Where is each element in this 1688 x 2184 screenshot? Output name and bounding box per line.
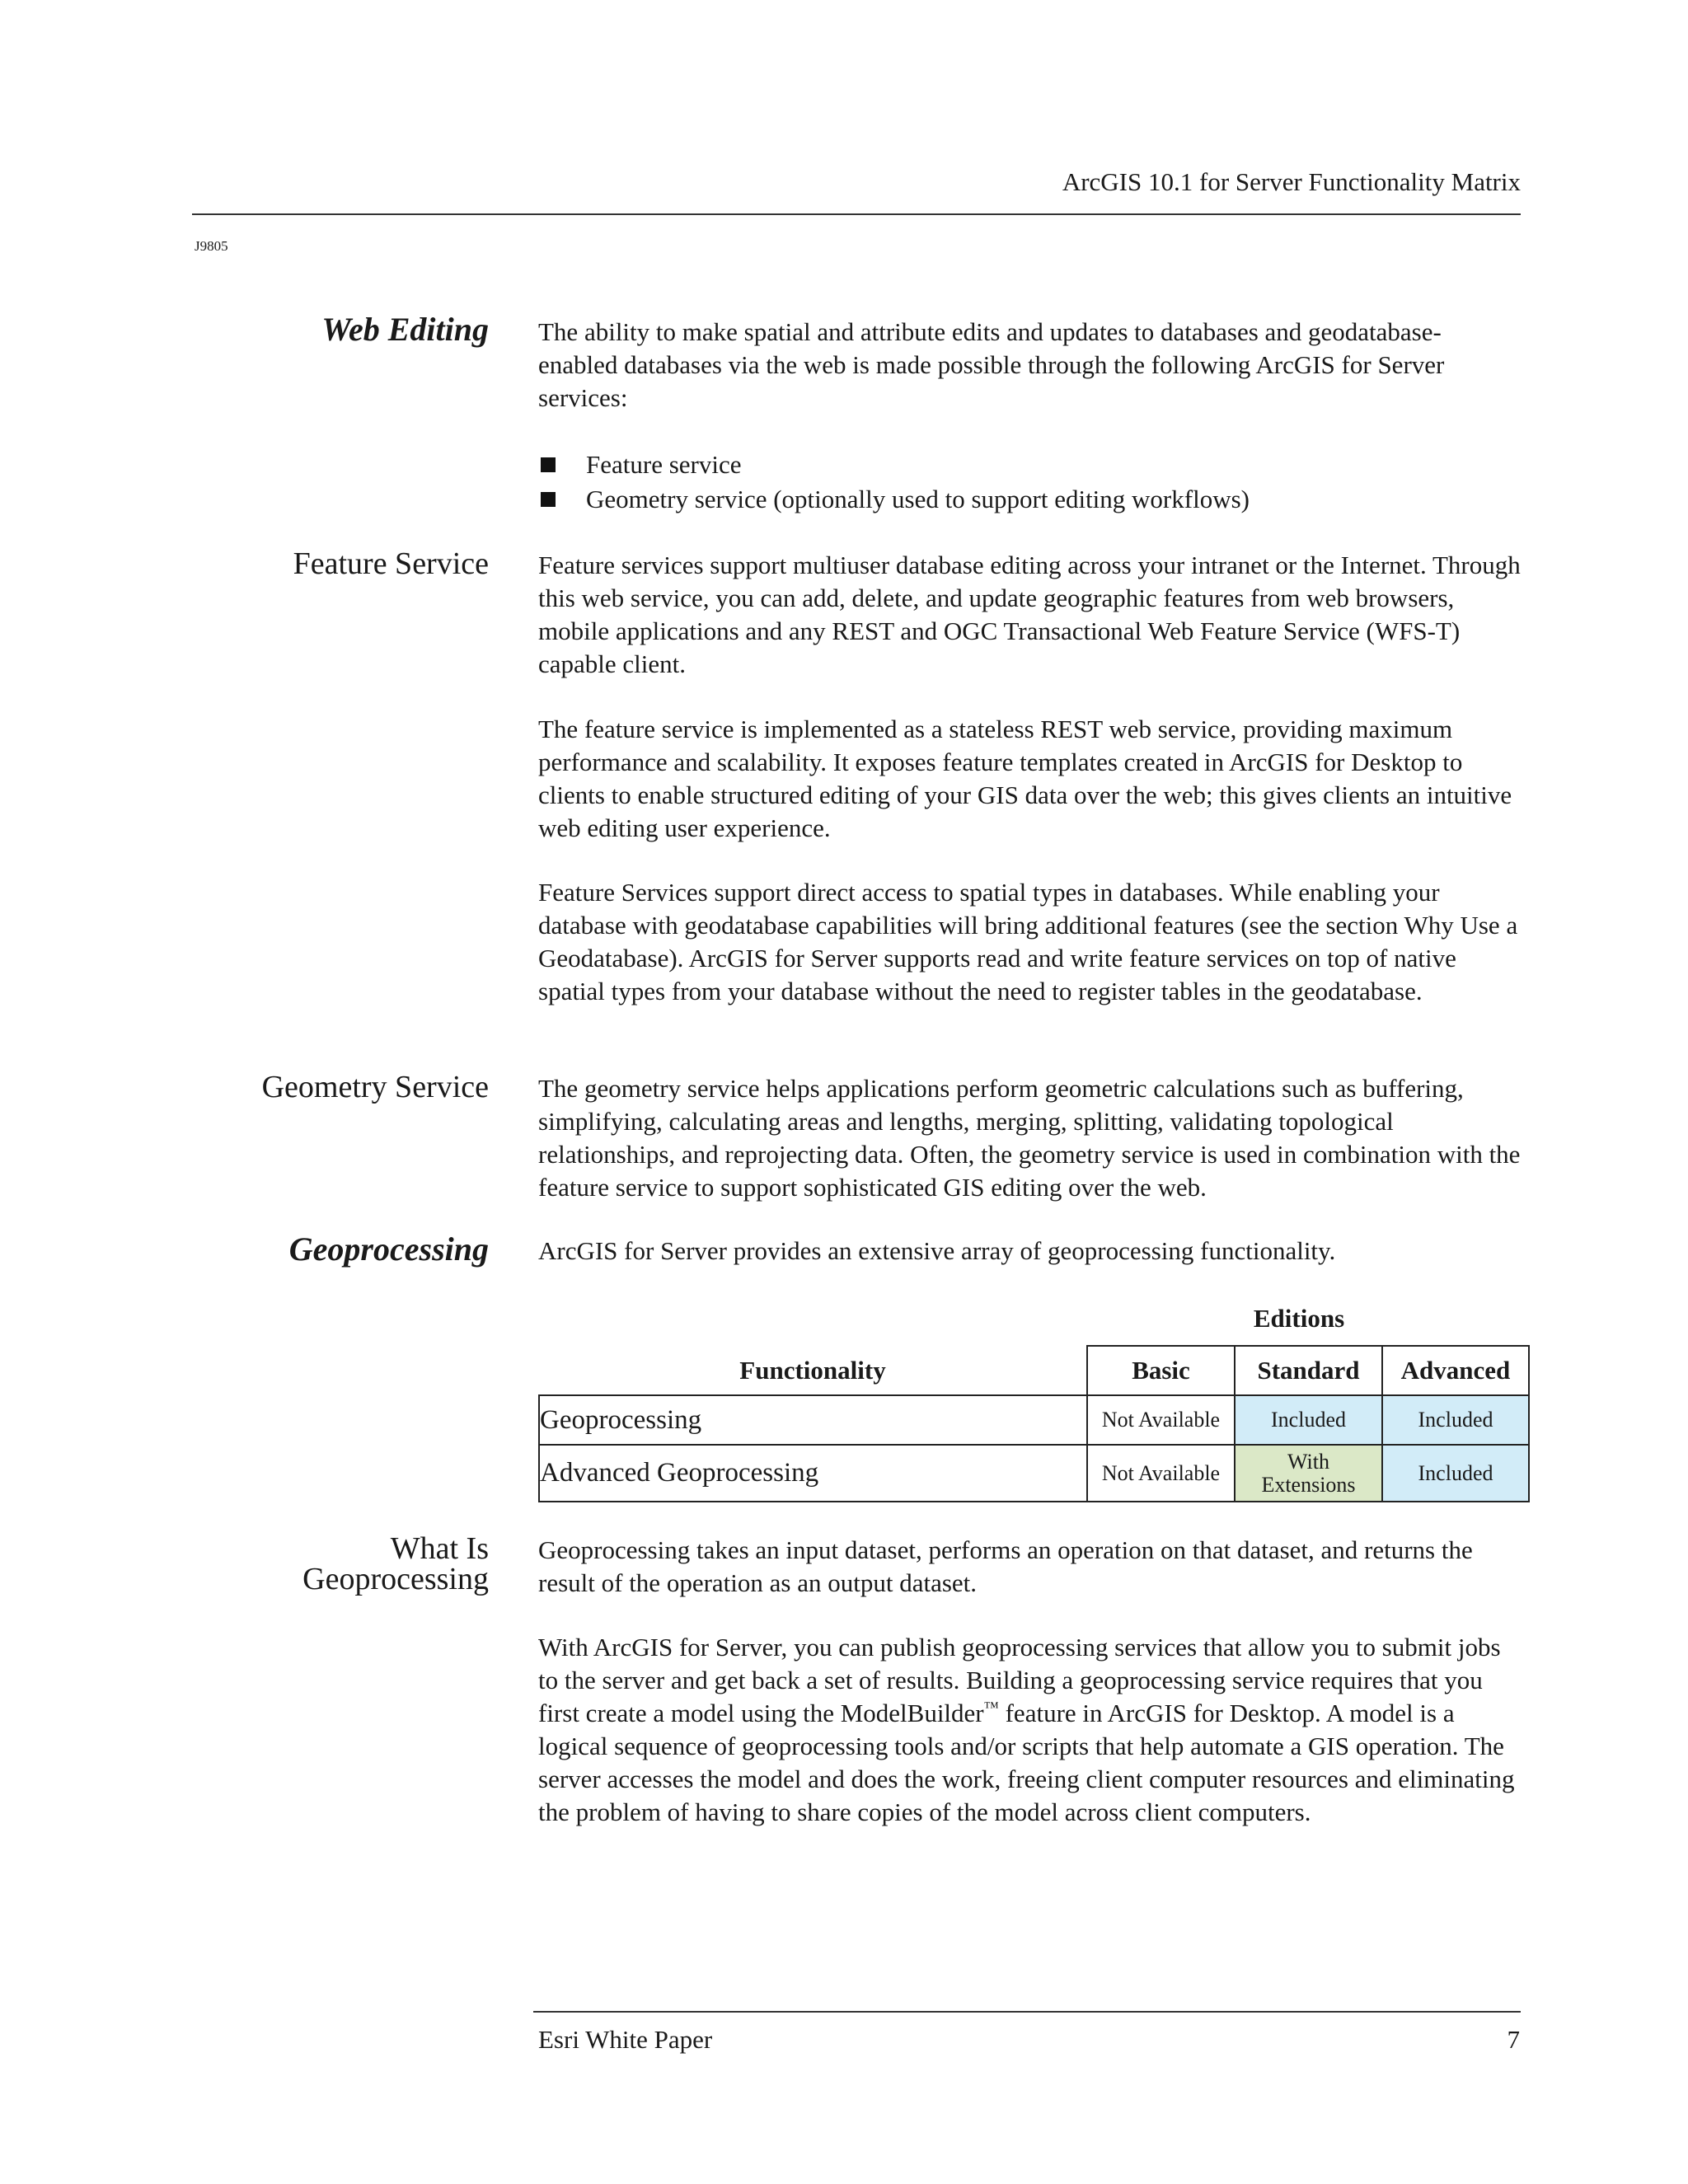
feature-service-paragraph-2: The feature service is implemented as a stateless REST web service, providing maximum performance and scalability. It exposes feature templates created in ArcGIS for Desktop to clients to enable structured editing of your GIS data over the web; this gives clients an intuitive web editing user experience. [538, 715, 1512, 842]
feature-service-body-2 [538, 713, 1521, 845]
running-header-title: ArcGIS 10.1 for Server Functionality Matrix [1062, 167, 1521, 196]
what-is-geoprocessing-paragraph-1: Geoprocessing takes an input dataset, performs an operation on that dataset, and returns the result of the operation as an output dataset. [538, 1535, 1473, 1597]
list-item [538, 482, 1250, 517]
what-is-geoprocessing-body-2 [538, 1631, 1521, 1829]
heading-line-2: Geoprocessing [302, 1562, 489, 1596]
basic-header: Basic [1087, 1346, 1235, 1395]
section-heading-feature-service: Feature Service [293, 546, 489, 581]
table-row [539, 1445, 1529, 1502]
web-editing-intro [538, 316, 1521, 415]
feature-service-paragraph-3: Feature Services support direct access to spatial types in databases. While enabling your database with geodatabase capabilities will bring additional features (see the section Why Use a Geodatabase). ArcGIS for Server supports read and write feature services on top of native spatial types from your database without the need to register tables in the geodatabase. [538, 878, 1518, 1005]
section-heading-geoprocessing: Geoprocessing [288, 1230, 489, 1268]
advanced-header: Advanced [1382, 1346, 1529, 1395]
functionality-matrix-table [538, 1345, 1530, 1502]
functionality-cell: Advanced Geoprocessing [539, 1445, 1087, 1502]
heading-line-1: What Is [390, 1531, 489, 1566]
standard-header: Standard [1235, 1346, 1382, 1395]
advanced-cell: Included [1382, 1445, 1529, 1502]
table-row [539, 1395, 1529, 1445]
geometry-service-body [538, 1072, 1521, 1204]
functionality-cell: Geoprocessing [539, 1395, 1087, 1445]
standard-cell-line-2: Extensions [1261, 1472, 1356, 1497]
header-divider [192, 213, 1521, 215]
editions-label: Editions [1253, 1304, 1345, 1333]
functionality-header: Functionality [539, 1346, 1087, 1395]
page-number: 7 [1507, 2025, 1520, 2054]
what-is-geoprocessing-body [538, 1534, 1521, 1600]
standard-cell: Included [1235, 1395, 1382, 1445]
basic-cell: Not Available [1087, 1395, 1235, 1445]
standard-cell [1235, 1445, 1382, 1502]
standard-cell-line-1: With [1287, 1449, 1329, 1474]
square-bullet-icon [541, 457, 556, 472]
bullet-text: Geometry service (optionally used to support editing workflows) [586, 485, 1250, 513]
web-editing-bullet-list [538, 448, 1250, 517]
table-header-row [539, 1346, 1529, 1395]
web-editing-intro-text: The ability to make spatial and attribute edits and updates to databases and geodatabase-enabled databases via the web is made possible through the following ArcGIS for Server services: [538, 317, 1445, 412]
what-is-geoprocessing-paragraph-2 [538, 1631, 1521, 1829]
geoprocessing-intro-text: ArcGIS for Server provides an extensive array of geoprocessing functionality. [538, 1236, 1336, 1265]
feature-service-paragraph-1: Feature services support multiuser database editing across your intranet or the Internet. Through this web service, you can add, delete, and update geographic features from web browsers, mobile applications and any REST and OGC Transactional Web Feature Service (WFS-T) capable client. [538, 551, 1521, 678]
list-item [538, 448, 1250, 482]
trademark-symbol: ™ [983, 1699, 999, 1717]
basic-cell: Not Available [1087, 1445, 1235, 1502]
section-heading-what-is-geoprocessing [192, 1531, 489, 1596]
bullet-text: Feature service [586, 450, 742, 479]
section-heading-web-editing: Web Editing [321, 311, 489, 348]
square-bullet-icon [541, 492, 556, 507]
feature-service-body-3 [538, 876, 1521, 1008]
advanced-cell: Included [1382, 1395, 1529, 1445]
footer-publication: Esri White Paper [538, 2025, 713, 2054]
section-heading-geometry-service: Geometry Service [261, 1070, 489, 1104]
footer-divider [533, 2011, 1521, 2013]
document-id: J9805 [195, 238, 228, 254]
geometry-service-paragraph: The geometry service helps applications perform geometric calculations such as buffering, simplifying, calculating areas and lengths, merging, splitting, validating topological relationships, and reprojecting data. Often, the geometry service is used in combination with the feature service to support sophisticated GIS editing over the web. [538, 1074, 1521, 1202]
geoprocessing-intro [538, 1235, 1521, 1268]
paragraph-text-part-1: With ArcGIS for Server, you can publish geoprocessing services that allow you to submit jobs to the server and get back a set of results. Building a geoprocessing service requires that you first create a model using the ModelBuilder [538, 1633, 1501, 1727]
paragraph-text-part-2: feature in ArcGIS for Desktop. A model is a logical sequence of geoprocessing tools and/or scripts that help automate a GIS operation. The server accesses the model and does the work, freeing client computer resources and eliminating the problem of having to share copies of the model across client computers. [538, 1699, 1515, 1826]
feature-service-body [538, 549, 1521, 681]
